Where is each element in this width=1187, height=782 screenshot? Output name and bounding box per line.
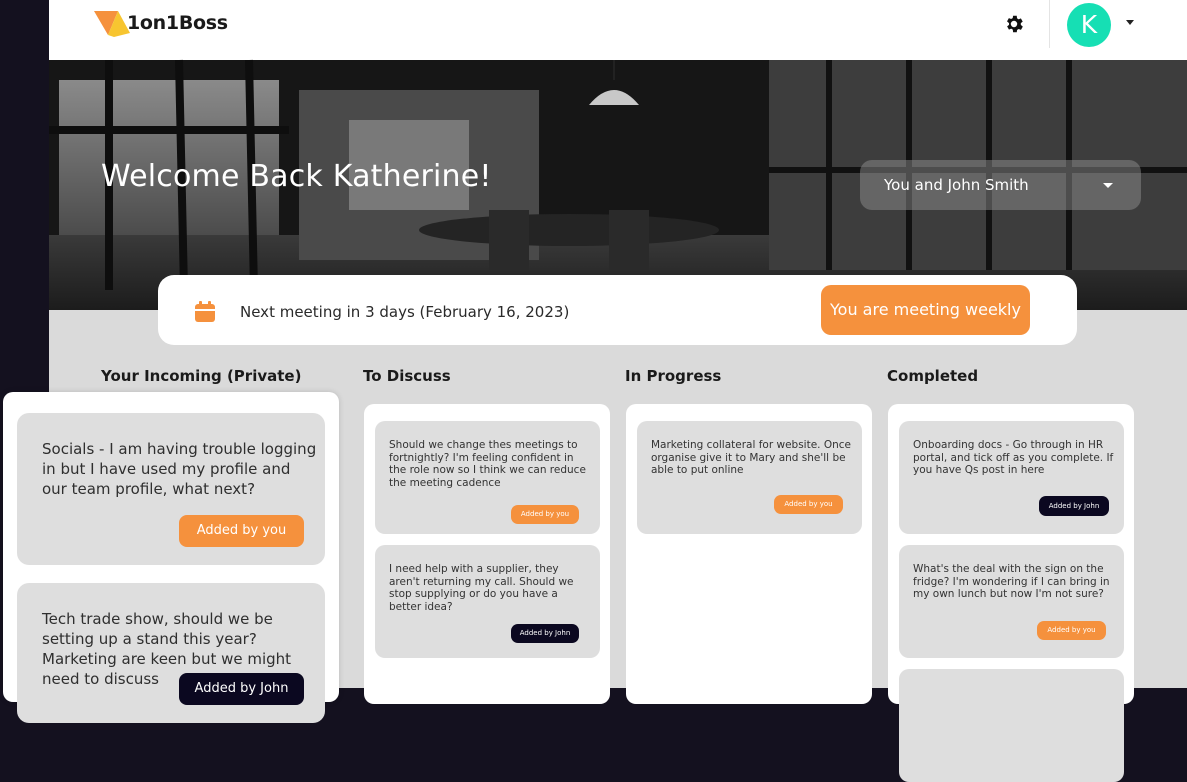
list-item[interactable] bbox=[375, 421, 600, 534]
user-avatar[interactable]: K bbox=[1067, 3, 1111, 47]
column-completed bbox=[888, 404, 1134, 704]
meeting-frequency-button[interactable]: You are meeting weekly bbox=[821, 285, 1030, 335]
pair-select-dropdown[interactable] bbox=[860, 160, 1141, 210]
column-to-discuss bbox=[364, 404, 610, 704]
card-text: What's the deal with the sign on the fridge? I'm wondering if I can bring in my own lunch but now I'm not sure? bbox=[913, 563, 1110, 600]
next-meeting-text: Next meeting in 3 days (February 16, 2023) bbox=[240, 303, 570, 321]
card-text: I need help with a supplier, they aren't returning my call. Should we stop supplying or do you have a better idea? bbox=[389, 563, 574, 613]
gear-icon[interactable] bbox=[1003, 13, 1025, 35]
added-by-tag: Added by you bbox=[179, 515, 304, 547]
list-item[interactable] bbox=[899, 669, 1124, 782]
header-divider bbox=[1049, 0, 1050, 48]
column-header-incoming: Your Incoming (Private) bbox=[101, 367, 302, 385]
list-item[interactable] bbox=[899, 545, 1124, 658]
added-by-tag: Added by John bbox=[179, 673, 304, 705]
chevron-down-icon[interactable] bbox=[1126, 20, 1134, 25]
column-header-in-progress: In Progress bbox=[625, 367, 722, 385]
logo-icon bbox=[94, 11, 130, 37]
card-text: Marketing collateral for website. Once organise give it to Mary and she'll be able to put online bbox=[651, 439, 851, 476]
added-by-tag: Added by you bbox=[1037, 621, 1106, 640]
list-item[interactable] bbox=[17, 583, 325, 723]
list-item[interactable] bbox=[899, 421, 1124, 534]
top-navbar bbox=[49, 0, 1187, 60]
column-in-progress bbox=[626, 404, 872, 704]
meeting-info-bar bbox=[158, 275, 1077, 345]
brand-name: 1on1Boss bbox=[127, 12, 228, 34]
column-header-to-discuss: To Discuss bbox=[363, 367, 451, 385]
list-item[interactable] bbox=[375, 545, 600, 658]
hero-banner bbox=[49, 60, 1187, 310]
calendar-icon bbox=[194, 301, 216, 323]
added-by-tag: Added by you bbox=[511, 505, 579, 524]
chevron-down-icon bbox=[1103, 183, 1113, 188]
added-by-tag: Added by John bbox=[511, 624, 579, 643]
card-text: Should we change thes meetings to fortnightly? I'm feeling confident in the role now so I think we can reduce the meeting cadence bbox=[389, 439, 586, 489]
card-text: Onboarding docs - Go through in HR portal, and tick off as you complete. If you have Qs post in here bbox=[913, 439, 1114, 476]
pair-select-value: You and John Smith bbox=[884, 176, 1029, 194]
added-by-tag: Added by you bbox=[774, 495, 843, 514]
incoming-private-panel bbox=[3, 392, 339, 702]
added-by-tag: Added by John bbox=[1039, 496, 1109, 516]
list-item[interactable] bbox=[17, 413, 325, 565]
card-text: Tech trade show, should we be setting up a stand this year? Marketing are keen but we might need to discuss bbox=[42, 610, 292, 688]
list-item[interactable] bbox=[637, 421, 862, 534]
welcome-heading: Welcome Back Katherine! bbox=[101, 159, 492, 194]
column-header-completed: Completed bbox=[887, 367, 979, 385]
card-text: Socials - I am having trouble logging in but I have used my profile and our team profile, what next? bbox=[42, 440, 317, 498]
